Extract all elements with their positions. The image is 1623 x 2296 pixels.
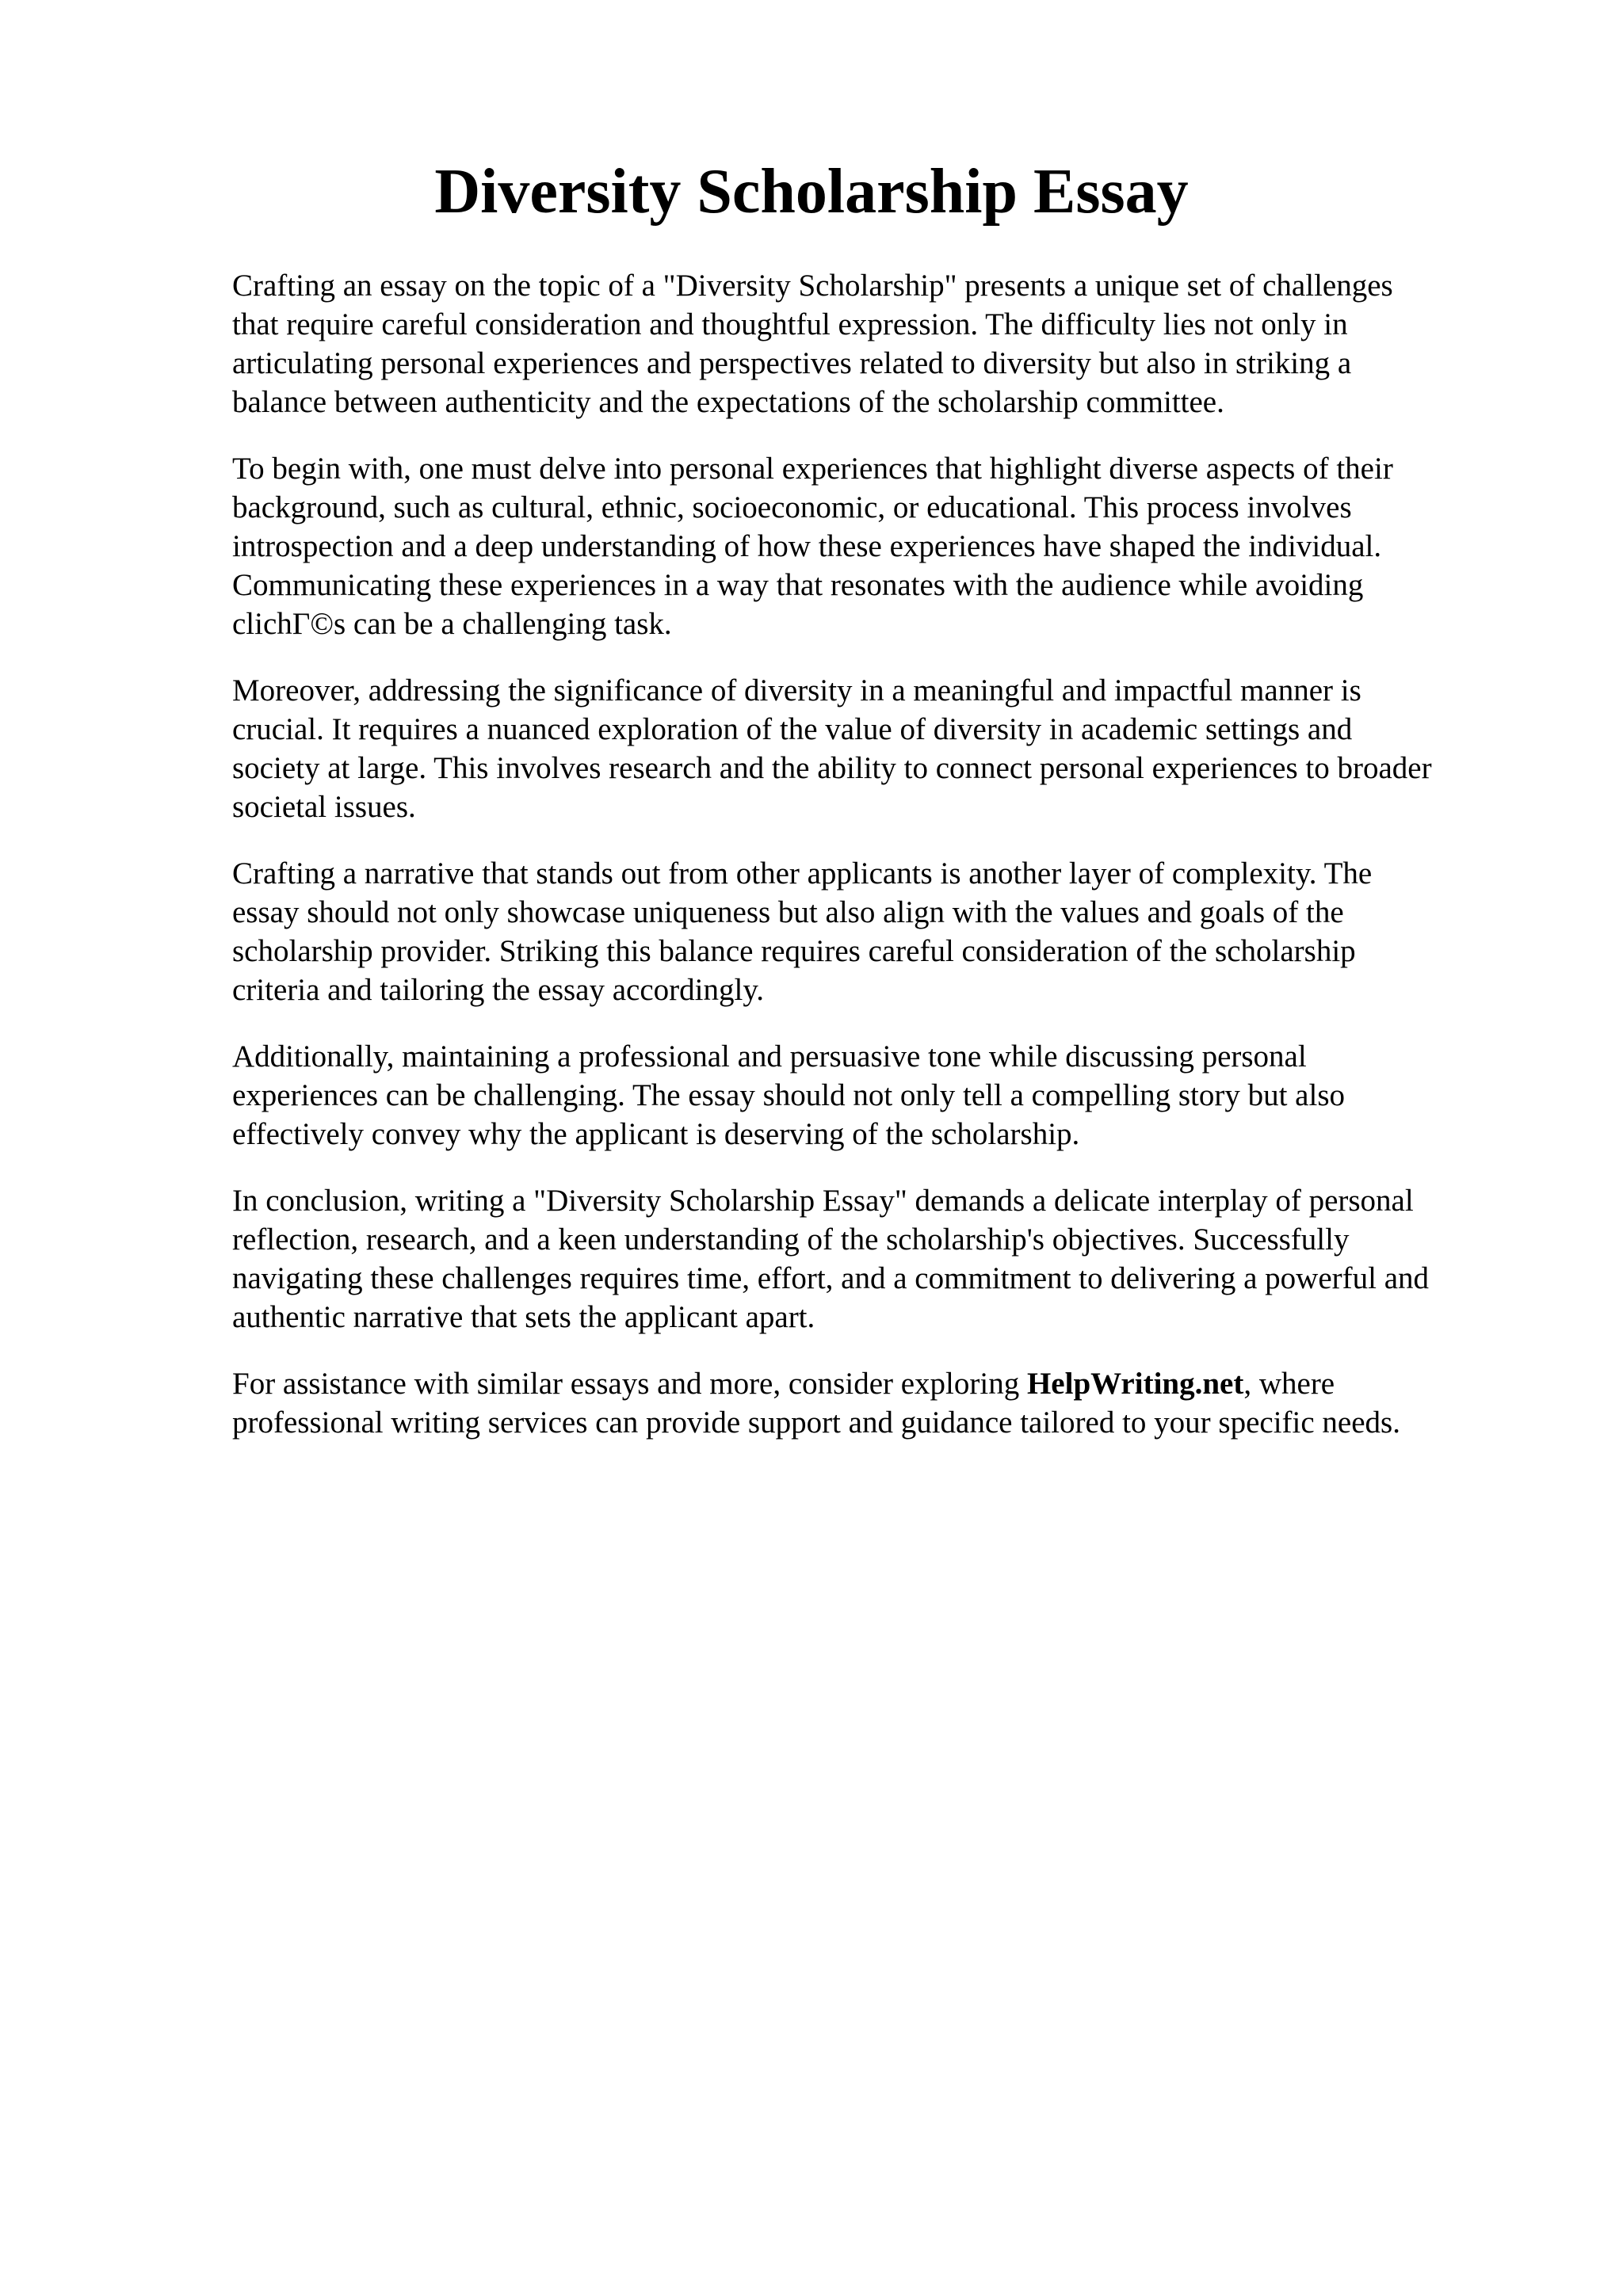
paragraph-tone: Additionally, maintaining a professional and persuasive tone while discussing personal experiences can be challenging. The essay should not only tell a compelling story but also effectively convey why the applicant is deserving of the scholarship. [232, 1039, 1345, 1151]
paragraph-personal-experiences: To begin with, one must delve into personal experiences that highlight diverse aspects of their background, such as cultural, ethnic, socioeconomic, or educational. This process involves introspection and a deep understanding of how these experiences have shaped the individual. Communicating these experiences in a way that resonates with the audience while avoiding clichΓ©s can be a challenging task. [232, 452, 1393, 641]
closing-text-before: For assistance with similar essays and more, consider exploring [232, 1367, 1027, 1401]
paragraph-intro: Crafting an essay on the topic of a "Diversity Scholarship" presents a unique set of challenges that require careful consideration and thoughtful expression. The difficulty lies not only in articulating personal experiences and perspectives related to diversity but also in striking a balance between authenticity and the expectations of the scholarship committee. [232, 269, 1393, 419]
paragraph-conclusion: In conclusion, writing a "Diversity Scholarship Essay" demands a delicate interplay of personal reflection, research, and a keen understanding of the scholarship's objectives. Successfully navigating these challenges requires time, effort, and a commitment to delivering a powerful and authentic narrative that sets the applicant apart. [232, 1184, 1430, 1334]
brand-link[interactable]: HelpWriting.net [1026, 1367, 1244, 1401]
document-body [232, 266, 1532, 1470]
closing-text-after: , where professional writing services can provide support and guidance tailored to your specific needs. [232, 1367, 1400, 1440]
paragraph-significance: Moreover, addressing the significance of diversity in a meaningful and impactful manner is crucial. It requires a nuanced exploration of the value of diversity in academic settings and society at large. This involves research and the ability to connect personal experiences to broader societal issues. [232, 673, 1432, 824]
document-title: Diversity Scholarship Essay [434, 157, 1189, 227]
paragraph-closing [232, 1364, 1532, 1442]
paragraph-narrative: Crafting a narrative that stands out from other applicants is another layer of complexity. The essay should not only showcase uniqueness but also align with the values and goals of the scholarship provider. Striking this balance requires careful consideration of the scholarship criteria and tailoring the essay accordingly. [232, 856, 1373, 1007]
